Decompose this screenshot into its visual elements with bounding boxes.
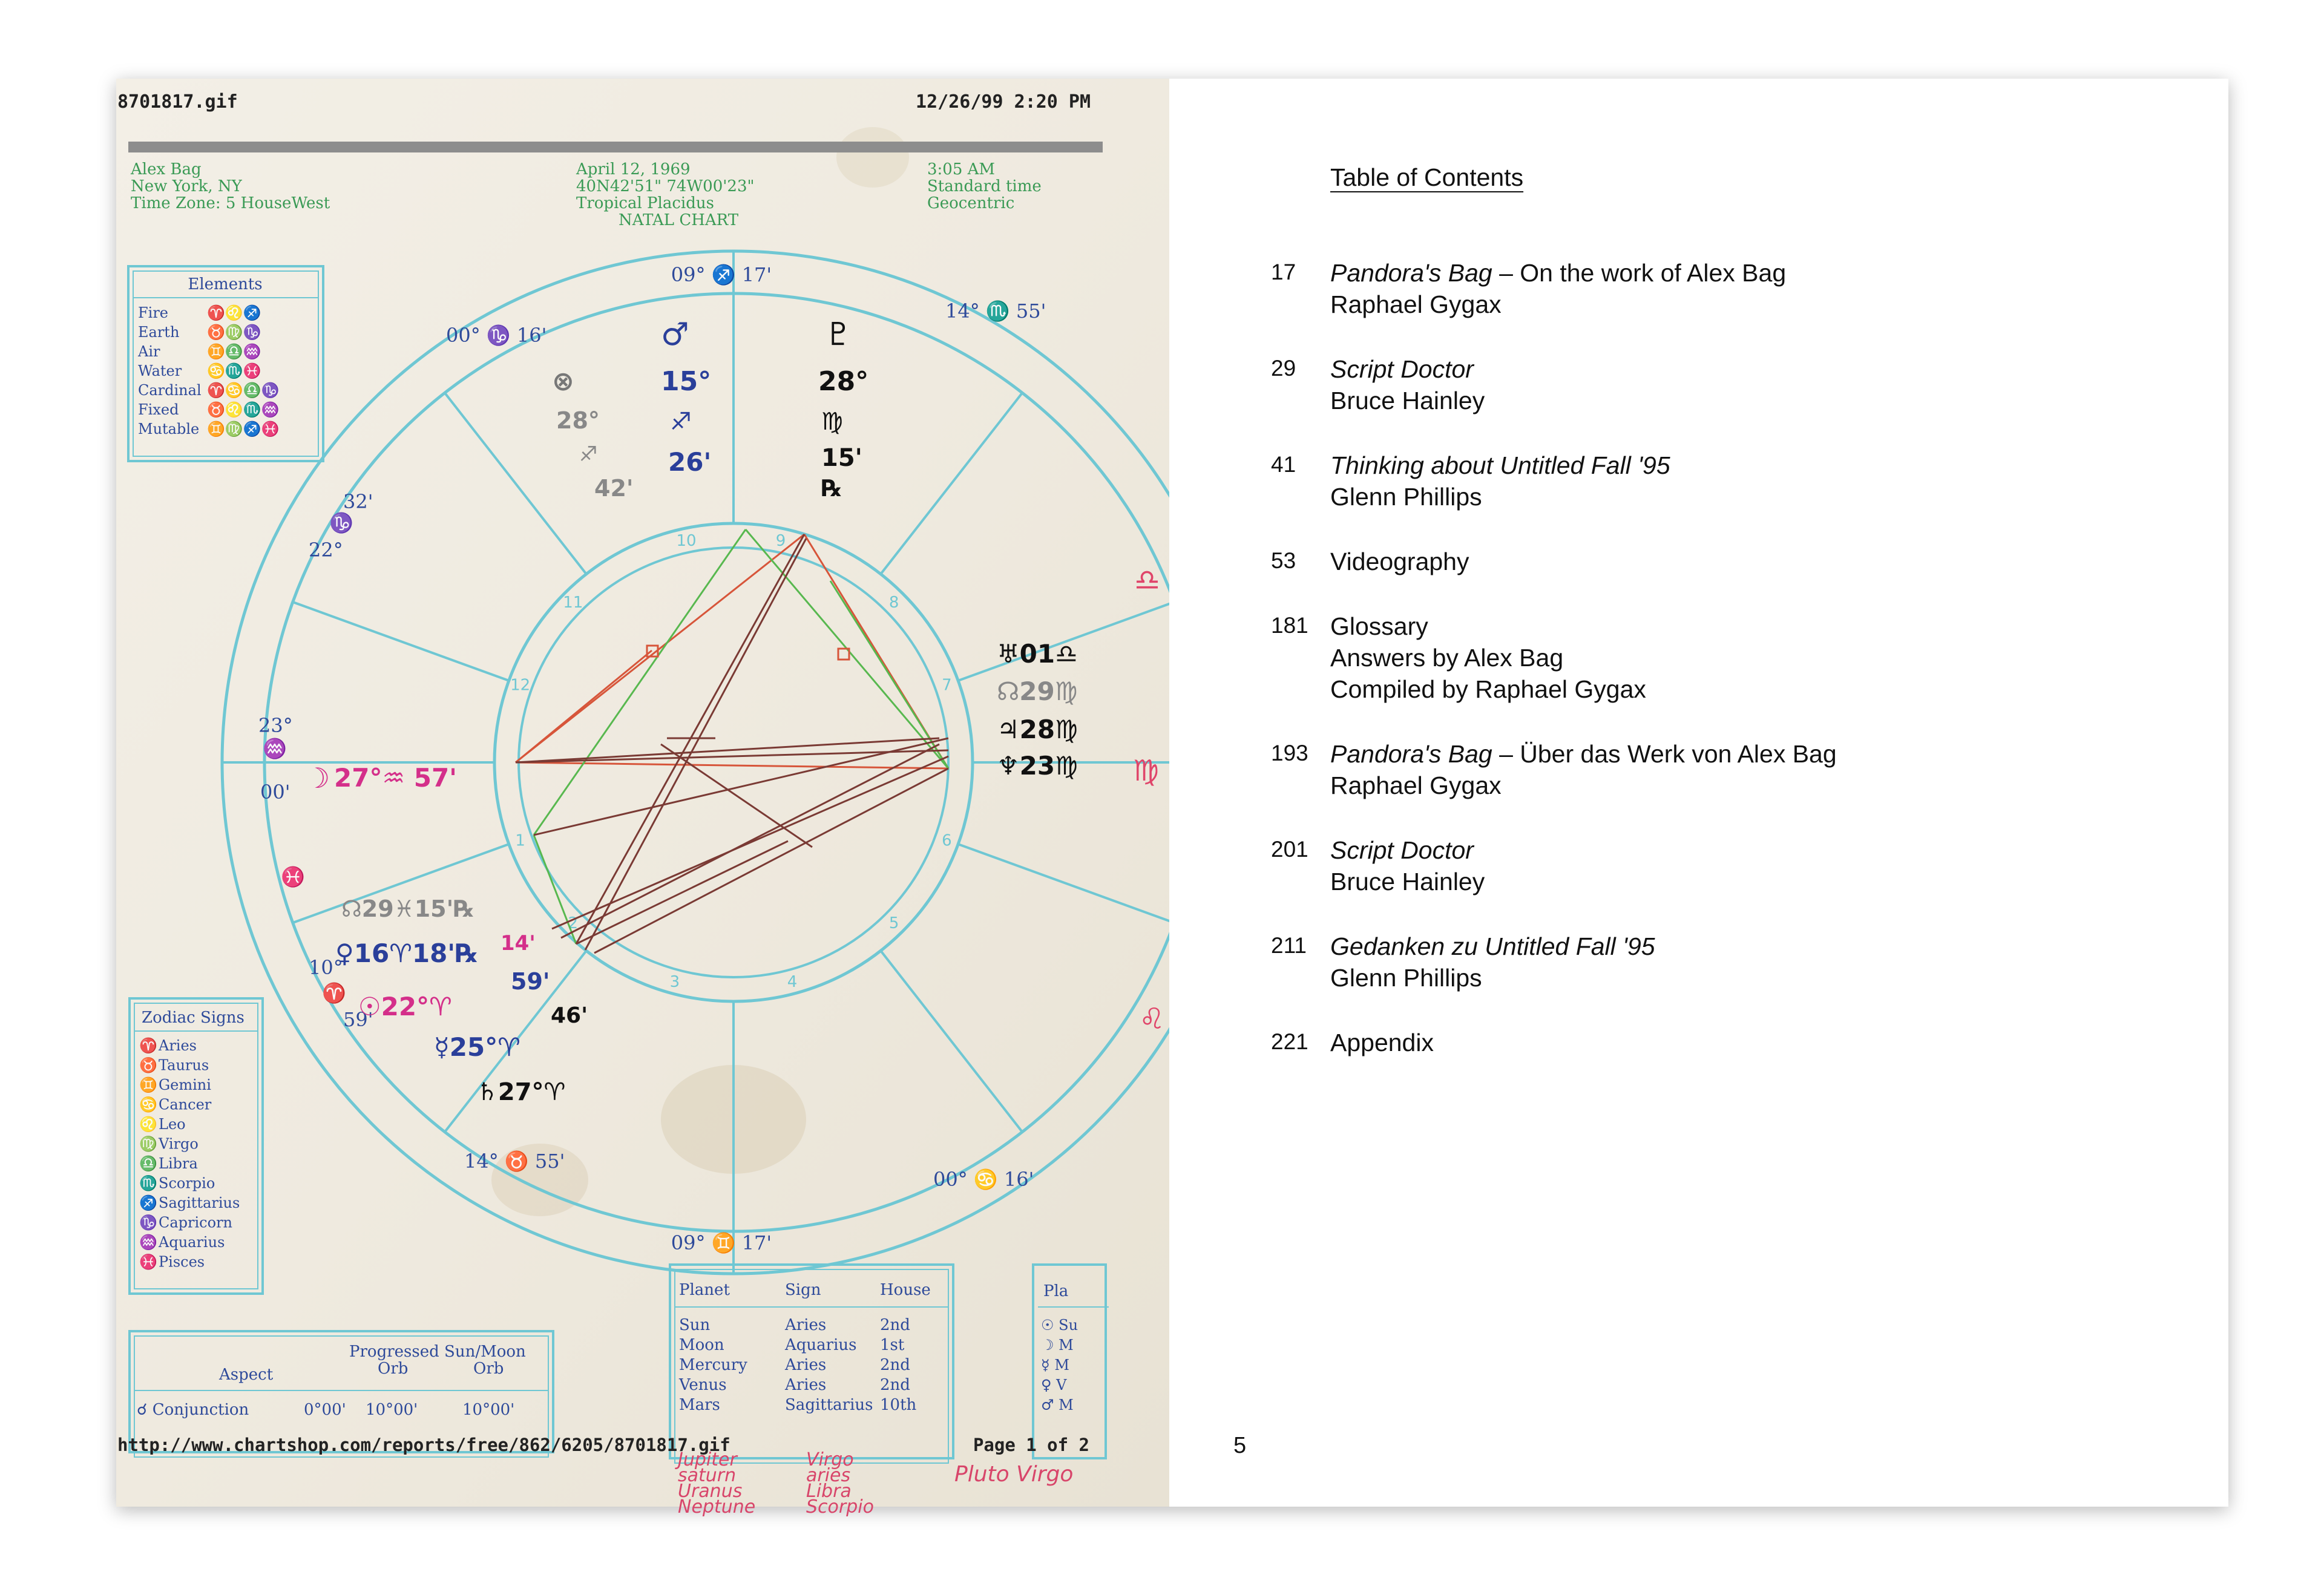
aspect-progressed-title: Progressed Sun/Moon [349,1343,526,1361]
aspect-row-v1: 0°00' [304,1401,346,1419]
cusp-left-mid-b: ♒ [263,737,287,760]
toc-entry-page: 29 [1271,356,1296,381]
toc-entry-page: 221 [1271,1029,1308,1054]
moon-position: 27°♒ 57' [334,763,458,793]
pluto-glyph: ♇ [824,316,853,353]
planet-table-cell: Aquarius [785,1336,857,1354]
toc-entry[interactable] [1169,738,2228,801]
planet-table-cell: Sagittarius [785,1396,873,1414]
natal-chart-scan [116,79,1169,1518]
moon-glyph: ☽ [305,762,330,794]
zodiac-name: Taurus [159,1056,209,1074]
toc-entry[interactable] [1169,450,2228,513]
cusp-upper-right: 14° ♏ 55' [945,300,1046,323]
right-cluster-planet: ♆23♍ [997,751,1078,781]
margin-libra: ♎ [1134,563,1161,597]
house-number: 6 [942,831,952,850]
house-number: 9 [775,532,786,551]
cusp-bottom-left: 14° ♉ 55' [464,1150,565,1173]
right-cluster-planet: ☊29♍ [997,676,1078,706]
fortune-sign: ♐ [579,442,598,467]
mars-sign: ♐ [670,408,692,436]
cusp-left-upper-c: 22° [309,539,343,562]
element-row-signs: ♈♌♐ [207,304,261,321]
saturn-position: ♄27°♈ [476,1078,566,1106]
house-number: 8 [888,593,899,612]
aspect-col-orb: Orb [378,1360,409,1378]
element-row-signs: ♉♍♑ [207,324,261,341]
zodiac-name: Sagittarius [159,1194,240,1211]
birth-geo: Geocentric [927,194,1015,212]
element-row-label: Air [138,343,160,360]
zodiac-name: Capricorn [159,1214,233,1231]
birth-time: 3:05 AM [927,160,996,178]
element-row-label: Mutable [138,421,200,437]
toc-entry-author: Answers by Alex Bag [1330,644,1564,672]
right-cluster-planet: ♃28♍ [997,715,1078,744]
toc-entry-subtitle: – On the work of Alex Bag [1492,259,1787,287]
toc-entry-author: Glenn Phillips [1330,964,1482,992]
birth-date: April 12, 1969 [576,160,691,178]
toc-entry[interactable] [1169,931,2228,994]
toc-entry[interactable] [1169,257,2228,320]
planet-box-2-row: ☉ Su [1041,1317,1078,1334]
zodiac-name: Aquarius [159,1234,225,1251]
toc-entry-title: Pandora's Bag [1330,740,1492,768]
handwriting-planet: Uranus [678,1481,743,1502]
element-row-signs: ♋♏♓ [207,362,261,379]
header-datetime: 12/26/99 2:20 PM [916,91,1091,113]
footer-url: http://www.chartshop.com/reports/free/862/6205/8701817.gif [117,1435,730,1455]
zodiac-glyph: ♒ [139,1234,157,1251]
mars-minutes: 26' [668,447,712,477]
toc-entry-page: 41 [1271,452,1296,477]
toc-entry-author: Raphael Gygax [1330,771,1502,799]
zodiac-glyph: ♋ [139,1096,157,1113]
zodiac-name: Leo [159,1116,186,1133]
element-row-signs: ♊♎♒ [207,343,261,360]
cusp-left-pisces: ♓ [281,865,305,888]
house-number: 1 [515,831,525,850]
element-row-label: Earth [138,324,180,341]
page-number: 5 [1233,1433,1247,1458]
fortune-degree: 28° [556,407,600,434]
extra-59: 59' [511,968,550,995]
pluto-degree: 28° [818,366,869,397]
pluto-sign: ♍ [821,408,843,436]
toc-entry-subtitle: Appendix [1330,1029,1434,1056]
planet-box-2-row: ☽ M [1041,1337,1074,1354]
toc-entry[interactable] [1169,546,2228,577]
zodiac-glyph: ♈ [139,1037,157,1054]
toc-entry[interactable] [1169,611,2228,705]
aspect-row-v3: 10°00' [462,1401,515,1419]
planet-table-header: House [880,1281,931,1299]
house-number: 5 [888,914,899,933]
zodiac-glyph: ♉ [139,1056,157,1074]
handwriting-sign: Scorpio [806,1496,874,1518]
toc-entry-page: 53 [1271,548,1296,573]
toc-list [1169,257,2228,1092]
part-of-fortune-glyph: ⊗ [552,366,574,397]
venus-position: ♀16♈18'℞ [335,938,478,968]
sun-position: ☉22°♈ [358,992,452,1021]
planet-table-cell: 10th [880,1396,917,1414]
toc-entry-title: Pandora's Bag [1330,259,1492,287]
extra-14: 14' [501,931,536,955]
handwriting-planet: Neptune [678,1496,756,1518]
aspect-row-v2: 10°00' [366,1401,418,1419]
toc-entry-subtitle: Glossary [1330,612,1428,640]
toc-entry-author: Bruce Hainley [1330,387,1485,414]
zodiac-glyph: ♌ [139,1116,157,1133]
house-number: 10 [676,532,697,551]
zodiac-glyph: ♊ [139,1076,157,1093]
toc-entry-author: Raphael Gygax [1330,290,1502,318]
planet-table-cell: 2nd [880,1316,910,1334]
elements-title: Elements [188,275,263,293]
planet-table-cell: Aries [785,1376,827,1394]
zodiac-title: Zodiac Signs [142,1009,245,1027]
cusp-lower-left-b: ♈ [322,981,346,1004]
cusp-left-mid-a: 23° [258,714,293,737]
zodiac-name: Virgo [159,1135,199,1153]
mars-glyph: ♂ [661,316,689,353]
element-row-label: Fixed [138,401,179,418]
element-row-label: Water [138,362,182,379]
handwriting-sign: Libra [806,1481,852,1502]
handwriting-sign: aries [806,1465,851,1486]
house-number: 2 [568,914,579,933]
toc-entry-author: Glenn Phillips [1330,483,1482,511]
toc-title: Table of Contents [1330,163,1524,191]
house-number: 4 [787,973,798,992]
toc-entry-author: Compiled by Raphael Gygax [1330,675,1646,703]
fortune-minutes: 42' [594,475,634,502]
element-row-label: Fire [138,304,169,321]
zodiac-glyph: ♐ [139,1194,157,1211]
node-position: ☊29♓15'℞ [341,896,474,922]
zodiac-glyph: ♑ [139,1214,157,1231]
cusp-left-upper-a: 32' [343,490,373,513]
toc-entry-title: Script Doctor [1330,355,1474,383]
toc-page [1169,79,2228,1507]
toc-entry-page: 193 [1271,741,1308,765]
cusp-left-mid-c: 00' [260,781,290,804]
subject-timezone: Time Zone: 5 HouseWest [131,194,330,212]
cusp-bottom-right: 00° ♋ 16' [933,1168,1034,1191]
zodiac-name: Aries [159,1037,197,1054]
element-row-signs: ♈♋♎♑ [207,382,280,399]
zodiac-name: Gemini [159,1076,211,1093]
aspect-col-orb2: Orb [473,1360,504,1378]
margin-virgo: ♍ [1133,754,1160,788]
subject-place: New York, NY [131,177,242,195]
right-cluster-planet: ♅01♎ [997,639,1078,669]
extra-46: 46' [551,1003,588,1028]
cusp-left-upper-b: ♑ [329,511,353,534]
cusp-lower-left-a: 10° [309,956,343,979]
planet-table-cell: 2nd [880,1376,910,1394]
handwriting-sign: Virgo [806,1449,854,1470]
cusp-upper-left: 00° ♑ 16' [446,324,547,347]
aspect-row-name: ☌ Conjunction [137,1401,249,1419]
header-filename: 8701817.gif [117,91,238,113]
aspect-col-aspect: Aspect [219,1366,274,1384]
pluto-retrograde: ℞ [821,475,842,502]
zodiac-glyph: ♎ [139,1155,157,1172]
planet-table-header: Planet [679,1281,730,1299]
book-spread [116,79,2228,1518]
zodiac-name: Cancer [159,1096,212,1113]
chart-title: NATAL CHART [619,211,739,229]
subject-name: Alex Bag [131,160,202,178]
toc-entry-author: Bruce Hainley [1330,868,1485,896]
planet-table-cell: Aries [785,1356,827,1374]
zodiac-name: Libra [159,1155,198,1172]
mercury-position: ☿25°♈ [434,1032,520,1062]
toc-entry-title: Gedanken zu Untitled Fall '95 [1330,932,1655,960]
toc-entry-title: Script Doctor [1330,836,1474,864]
zodiac-name: Pisces [159,1253,205,1271]
planet-table-header: Sign [785,1281,821,1299]
handwriting-pluto: Pluto Virgo [954,1462,1074,1487]
planet-box-2-row: ♀ V [1041,1377,1067,1394]
toc-entry[interactable] [1169,1027,2228,1058]
planet-box-2-header: Pla [1043,1282,1069,1300]
birth-coords: 40N42'51" 74W00'23" [576,177,755,195]
toc-entry-page: 17 [1271,260,1296,284]
planet-table-cell: 2nd [880,1356,910,1374]
planet-table-cell: Aries [785,1316,827,1334]
element-row-label: Cardinal [138,382,202,399]
header-bar [128,142,1103,152]
pluto-minutes: 15' [821,444,862,472]
toc-entry-page: 181 [1271,613,1308,638]
handwriting-planet: Jupiter [678,1449,737,1470]
planet-table-cell: Venus [679,1376,727,1394]
handwriting-planet: saturn [678,1465,737,1486]
zodiac-glyph: ♍ [139,1135,157,1153]
mars-degree: 15° [661,366,712,397]
house-number: 11 [563,593,583,612]
cusp-bottom: 09° ♊ 17' [671,1231,772,1254]
planet-table-cell: Mars [679,1396,720,1414]
birth-standard: Standard time [927,177,1042,195]
house-number: 7 [942,676,952,695]
toc-entry-subtitle: Videography [1330,548,1469,575]
house-number: 12 [510,676,531,695]
zodiac-glyph: ♏ [139,1174,157,1192]
planet-table-cell: Mercury [679,1356,747,1374]
planet-box-2-row: ☿ M [1041,1357,1069,1374]
birth-system: Tropical Placidus [576,194,714,212]
toc-entry-subtitle: – Über das Werk von Alex Bag [1492,740,1837,768]
house-number: 3 [669,973,680,992]
zodiac-name: Scorpio [159,1174,215,1192]
element-row-signs: ♊♍♐♓ [207,421,280,437]
toc-entry[interactable] [1169,353,2228,416]
toc-entry-page: 201 [1271,837,1308,862]
margin-leo: ♌ [1139,1002,1166,1036]
planet-box-2-row: ♂ M [1041,1397,1074,1413]
toc-entry-title: Thinking about Untitled Fall '95 [1330,451,1670,479]
planet-table-cell: Sun [679,1316,711,1334]
planet-table-cell: Moon [679,1336,724,1354]
natal-chart-graphic [116,79,1169,1518]
planet-table-cell: 1st [880,1336,905,1354]
zodiac-glyph: ♓ [139,1253,157,1271]
toc-entry-page: 211 [1271,933,1307,958]
cusp-top: 09° ♐ 17' [671,263,772,286]
cusp-lower-left-c: 59' [343,1008,373,1031]
element-row-signs: ♉♌♏♒ [207,401,280,418]
toc-entry[interactable] [1169,834,2228,897]
footer-page: Page 1 of 2 [973,1435,1089,1455]
